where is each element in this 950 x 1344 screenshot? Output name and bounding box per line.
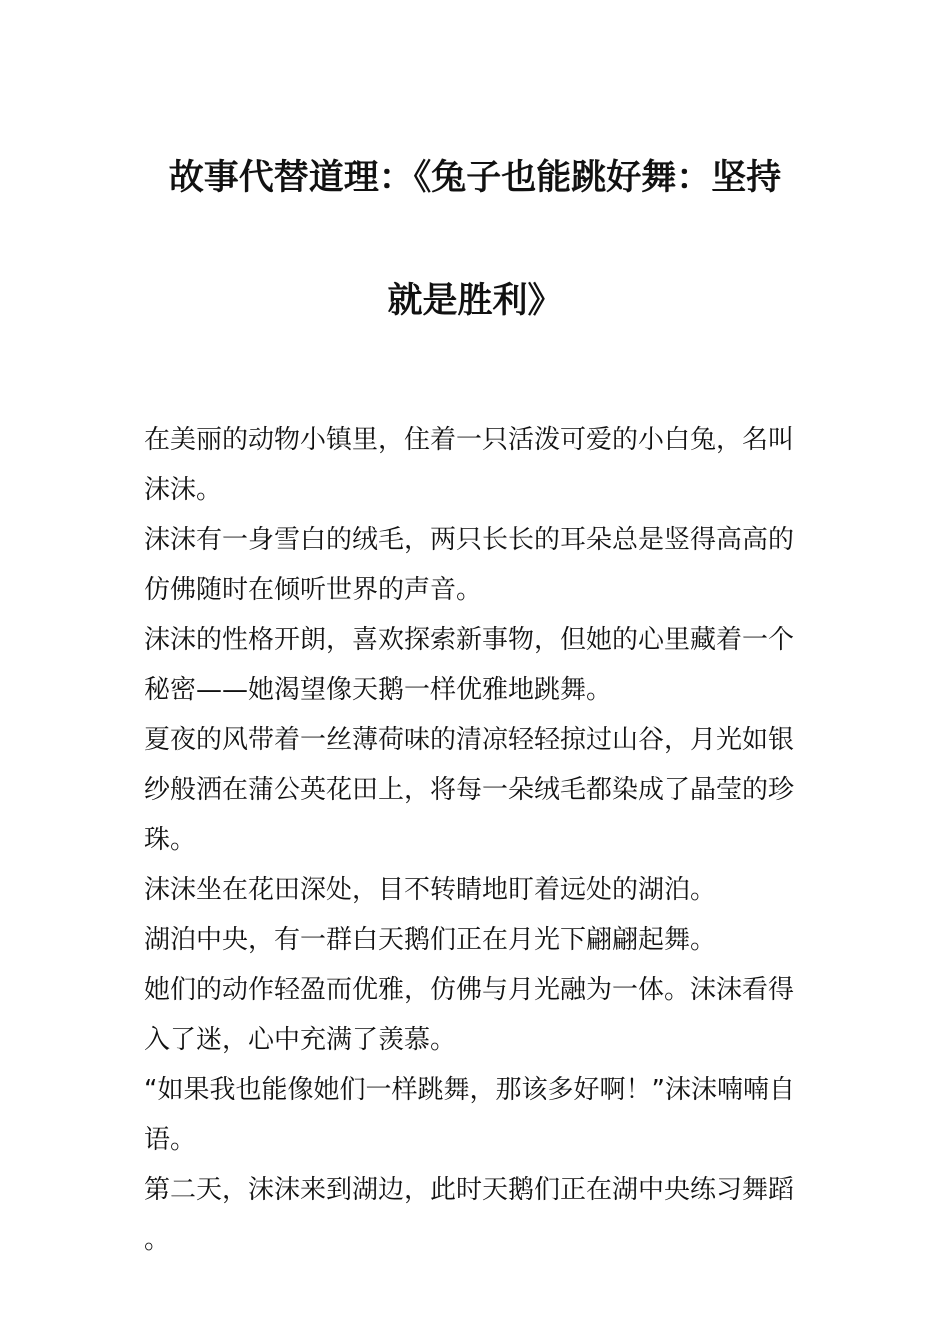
story-body: [144, 415, 819, 1265]
paragraph: 沫沫坐在花田深处，目不转睛地盯着远处的湖泊。: [144, 875, 717, 905]
paragraph: “如果我也能像她们一样跳舞，那该多好啊！”沫沫喃喃自语。: [144, 1075, 795, 1155]
paragraph: 她们的动作轻盈而优雅，仿佛与月光融为一体。沫沫看得入了迷，心中充满了羡慕。: [144, 975, 795, 1055]
paragraph: 沫沫的性格开朗，喜欢探索新事物，但她的心里藏着一个秘密——她渴望像天鹅一样优雅地跳舞。: [144, 625, 795, 705]
paragraph: 湖泊中央，有一群白天鹅们正在月光下翩翩起舞。: [144, 925, 717, 955]
page-title-line-2: 就是胜利》: [387, 281, 563, 321]
paragraph: 在美丽的动物小镇里，住着一只活泼可爱的小白兔，名叫沫沫。: [144, 425, 795, 505]
paragraph: 第二天，沫沫来到湖边，此时天鹅们正在湖中央练习舞蹈。: [144, 1175, 795, 1255]
page-title-line-1: 故事代替道理：《兔子也能跳好舞：坚持: [168, 158, 782, 198]
paragraph: 夏夜的风带着一丝薄荷味的清凉轻轻掠过山谷，月光如银纱般洒在蒲公英花田上，将每一朵绒毛都染成了晶莹的珍珠。: [144, 725, 795, 855]
paragraph: 沫沫有一身雪白的绒毛，两只长长的耳朵总是竖得高高的仿佛随时在倾听世界的声音。: [144, 525, 795, 605]
